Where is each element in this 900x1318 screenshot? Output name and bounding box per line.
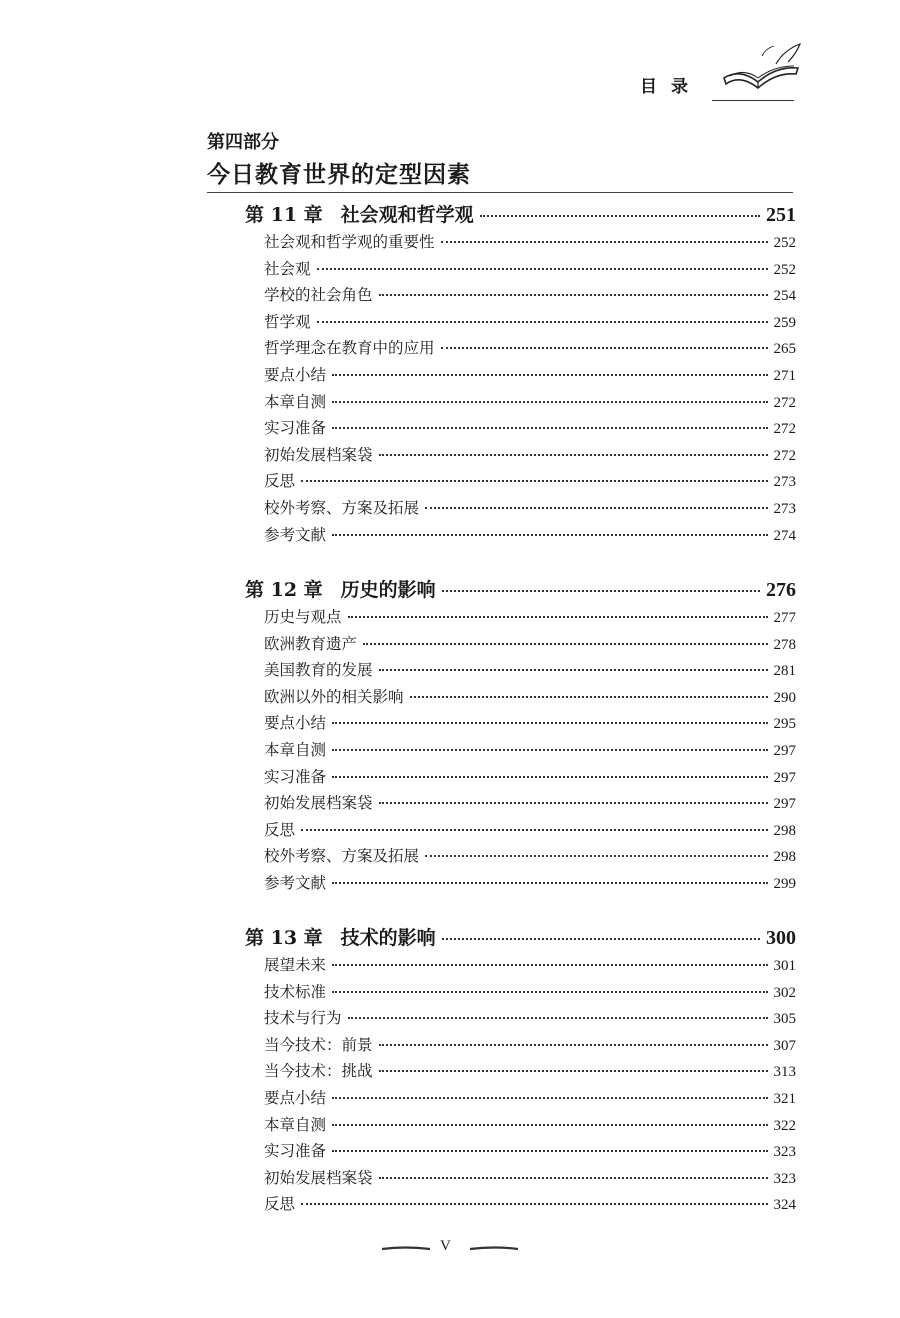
section-entry[interactable]	[245, 844, 796, 871]
page-number: V	[440, 1238, 451, 1254]
leader-dots	[379, 294, 768, 296]
section-title: 技术与行为	[264, 1009, 342, 1028]
section-entry[interactable]	[245, 1006, 796, 1033]
leader-dots	[480, 215, 760, 217]
section-page: 274	[773, 527, 796, 544]
leader-dots	[379, 454, 768, 456]
section-page: 321	[773, 1090, 796, 1107]
section-page: 297	[773, 742, 796, 759]
leader-dots	[379, 669, 768, 671]
leader-dots	[301, 829, 767, 831]
section-title: 欧洲教育遗产	[264, 634, 358, 653]
leader-dots	[332, 427, 767, 429]
leader-dots	[332, 534, 767, 536]
section-entry[interactable]	[245, 1086, 796, 1113]
section-title: 展望未来	[264, 956, 327, 974]
leader-dots	[442, 938, 760, 940]
leader-dots	[332, 1150, 767, 1152]
section-title: 实习准备	[264, 767, 327, 786]
section-page: 313	[773, 1064, 796, 1081]
section-title: 实习准备	[264, 1142, 327, 1161]
leader-dots	[348, 1017, 768, 1019]
leader-dots	[332, 991, 767, 993]
section-entry[interactable]	[245, 1192, 796, 1219]
section-title: 当今技术：挑战	[264, 1062, 373, 1081]
running-header-title: 目录	[640, 77, 702, 97]
section-page: 323	[773, 1170, 796, 1187]
section-entry[interactable]	[245, 1059, 796, 1086]
chapter-entry[interactable]	[245, 575, 796, 605]
chapter-number: 第 12 章	[245, 579, 323, 601]
section-title: 当今技术：前景	[264, 1035, 373, 1054]
chapter-page: 276	[766, 579, 796, 601]
part-rule	[207, 192, 793, 193]
section-title: 反思	[264, 1195, 296, 1214]
part-title: 今日教育世界的定型因素	[207, 162, 471, 188]
section-title: 要点小结	[264, 714, 327, 733]
section-title: 学校的社会角色	[264, 286, 373, 305]
section-page: 298	[773, 849, 796, 866]
section-title: 参考文献	[264, 873, 327, 892]
section-page: 301	[773, 958, 796, 974]
section-page: 271	[773, 367, 796, 384]
section-page: 295	[773, 716, 796, 733]
section-title: 校外考察、方案及拓展	[264, 847, 420, 866]
leader-dots	[317, 321, 768, 323]
section-title: 本章自测	[264, 740, 327, 759]
section-title: 历史与观点	[264, 608, 342, 626]
section-entry[interactable]	[245, 523, 796, 550]
section-page: 273	[773, 500, 796, 517]
section-entry[interactable]	[245, 310, 796, 337]
section-entry[interactable]	[245, 1166, 796, 1193]
section-title: 哲学理念在教育中的应用	[264, 339, 435, 358]
leader-dots	[301, 1203, 767, 1205]
section-entry[interactable]	[245, 980, 796, 1007]
leader-dots	[332, 401, 767, 403]
part-label: 第四部分	[207, 132, 279, 153]
section-entry[interactable]	[245, 685, 796, 712]
chapter-title: 历史的影响	[340, 579, 436, 601]
section-title: 本章自测	[264, 392, 327, 411]
leader-dots	[332, 749, 767, 751]
leader-dots	[363, 643, 767, 645]
section-page: 298	[773, 822, 796, 839]
section-entry[interactable]	[245, 1033, 796, 1060]
section-page: 302	[773, 984, 796, 1001]
leader-dots	[301, 480, 767, 482]
chapter-number: 第 11 章	[245, 204, 323, 226]
chapter-title: 社会观和哲学观	[340, 204, 474, 226]
section-page: 324	[773, 1197, 796, 1214]
leader-dots	[425, 855, 767, 857]
section-title: 美国教育的发展	[264, 661, 373, 680]
chapter-number: 第 13 章	[245, 927, 323, 949]
section-page: 252	[773, 261, 796, 278]
section-title: 社会观和哲学观的重要性	[264, 233, 435, 251]
header-rule	[712, 100, 794, 101]
section-page: 307	[773, 1037, 796, 1054]
section-title: 参考文献	[264, 525, 327, 544]
section-page: 272	[773, 447, 796, 464]
leader-dots	[332, 776, 767, 778]
section-page: 299	[773, 875, 796, 892]
section-title: 技术标准	[264, 982, 327, 1001]
leader-dots	[332, 722, 767, 724]
leader-dots	[379, 1177, 768, 1179]
section-entry[interactable]	[245, 632, 796, 659]
section-title: 要点小结	[264, 1088, 327, 1107]
open-book-icon	[718, 38, 808, 102]
section-title: 初始发展档案袋	[264, 445, 373, 464]
section-entry[interactable]	[245, 765, 796, 792]
section-entry[interactable]	[245, 230, 796, 257]
leader-dots	[379, 1070, 768, 1072]
section-entry[interactable]	[245, 1139, 796, 1166]
section-entry[interactable]	[245, 1113, 796, 1140]
chapter-block-12	[245, 575, 796, 898]
section-entry[interactable]	[245, 469, 796, 496]
leader-dots	[332, 1124, 767, 1126]
chapter-page: 251	[766, 204, 796, 226]
section-entry[interactable]	[245, 283, 796, 310]
section-entry[interactable]	[245, 605, 796, 632]
leader-dots	[441, 241, 768, 243]
section-title: 校外考察、方案及拓展	[264, 498, 420, 517]
section-entry[interactable]	[245, 953, 796, 980]
section-page: 297	[773, 769, 796, 786]
section-page: 290	[773, 689, 796, 706]
leader-dots	[348, 616, 768, 618]
chapter-entry[interactable]	[245, 200, 796, 230]
section-entry[interactable]	[245, 871, 796, 898]
leader-dots	[410, 696, 768, 698]
chapter-entry[interactable]	[245, 923, 796, 953]
section-page: 297	[773, 796, 796, 813]
section-title: 反思	[264, 820, 296, 839]
section-title: 初始发展档案袋	[264, 794, 373, 813]
section-entry[interactable]	[245, 738, 796, 765]
section-entry[interactable]	[245, 336, 796, 363]
chapter-block-13	[245, 923, 796, 1219]
section-page: 273	[773, 474, 796, 491]
leader-dots	[441, 347, 768, 349]
section-title: 初始发展档案袋	[264, 1168, 373, 1187]
section-entry[interactable]	[245, 390, 796, 417]
section-page: 254	[773, 288, 796, 305]
leader-dots	[379, 802, 768, 804]
leader-dots	[332, 1097, 767, 1099]
section-entry[interactable]	[245, 791, 796, 818]
section-title: 实习准备	[264, 419, 327, 438]
leader-dots	[332, 882, 767, 884]
leader-dots	[442, 590, 760, 592]
leader-dots	[332, 964, 767, 966]
leader-dots	[425, 507, 767, 509]
section-page: 322	[773, 1117, 796, 1134]
section-entry[interactable]	[245, 711, 796, 738]
section-entry[interactable]	[245, 818, 796, 845]
section-entry[interactable]	[245, 443, 796, 470]
section-page: 272	[773, 421, 796, 438]
section-page: 252	[773, 235, 796, 251]
section-entry[interactable]	[245, 496, 796, 523]
section-page: 277	[773, 610, 796, 626]
section-page: 278	[773, 636, 796, 653]
section-title: 哲学观	[264, 312, 311, 331]
section-page: 272	[773, 394, 796, 411]
section-title: 社会观	[264, 259, 311, 278]
section-entry[interactable]	[245, 363, 796, 390]
section-page: 323	[773, 1144, 796, 1161]
leader-dots	[332, 374, 767, 376]
section-title: 欧洲以外的相关影响	[264, 687, 404, 706]
section-entry[interactable]	[245, 416, 796, 443]
section-page: 265	[773, 341, 796, 358]
section-page: 259	[773, 314, 796, 331]
section-page: 281	[773, 663, 796, 680]
section-title: 本章自测	[264, 1115, 327, 1134]
section-title: 要点小结	[264, 365, 327, 384]
chapter-block-11	[245, 200, 796, 549]
leader-dots	[317, 268, 768, 270]
chapter-page: 300	[766, 927, 796, 949]
section-page: 305	[773, 1011, 796, 1028]
leader-dots	[379, 1044, 768, 1046]
chapter-title: 技术的影响	[340, 927, 436, 949]
section-entry[interactable]	[245, 257, 796, 284]
section-title: 反思	[264, 472, 296, 491]
section-entry[interactable]	[245, 658, 796, 685]
